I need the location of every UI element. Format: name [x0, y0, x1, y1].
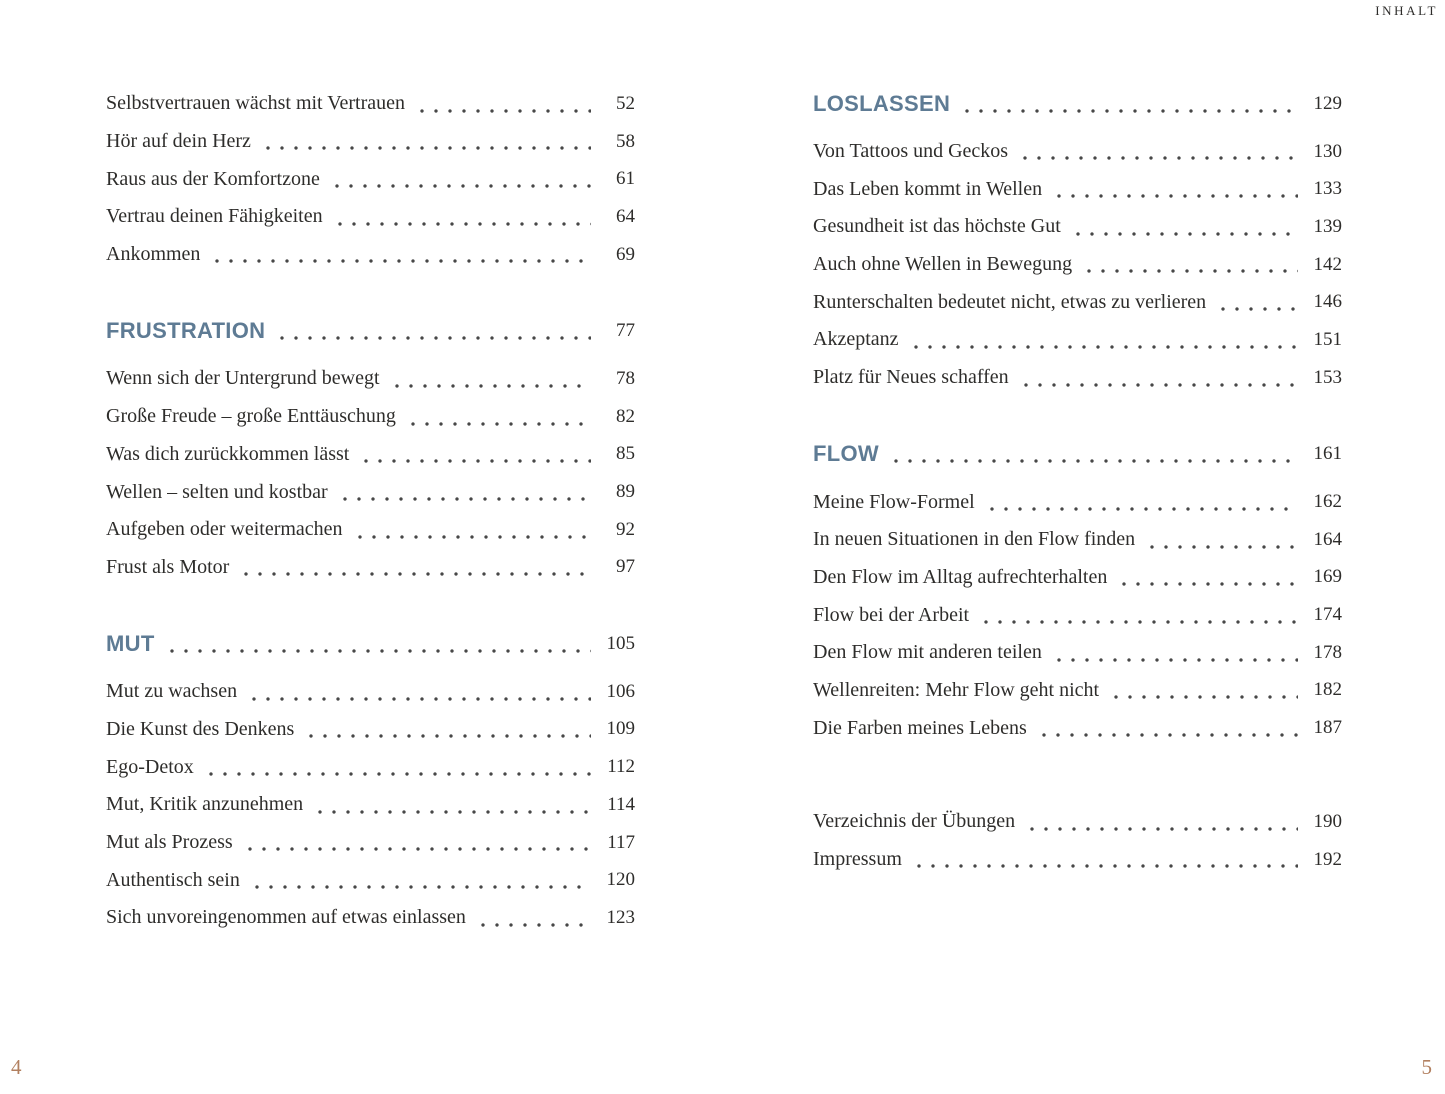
toc-entry-row [813, 246, 1342, 284]
toc-block-section [813, 85, 1342, 397]
dot-leader [261, 145, 591, 151]
toc-entry-row [813, 170, 1342, 208]
toc-entry-row [106, 511, 635, 549]
toc-entry-row [813, 841, 1342, 879]
dot-leader [1052, 193, 1298, 199]
toc-entry-row [106, 360, 635, 398]
toc-entry-title: Akzeptanz [813, 328, 899, 351]
toc-page-number: 133 [1313, 178, 1342, 200]
toc-entry-row [106, 398, 635, 436]
dot-leader [912, 863, 1298, 869]
toc-page-number: 178 [1313, 641, 1342, 663]
toc-page-number: 77 [616, 320, 635, 342]
dot-leader [406, 421, 591, 427]
dot-leader [359, 458, 591, 464]
toc-page-number: 52 [616, 92, 635, 114]
dot-leader [985, 506, 1298, 512]
toc-entry-row [813, 321, 1342, 359]
running-head: INHALT [1375, 3, 1438, 18]
toc-entry-row [813, 359, 1342, 397]
toc-entry-title: Das Leben kommt in Wellen [813, 177, 1043, 200]
toc-page-number: 129 [1313, 92, 1342, 114]
toc-entry-row [106, 899, 635, 937]
toc-page-number: 162 [1313, 491, 1342, 513]
toc-entry-title: Ankommen [106, 243, 201, 266]
dot-leader [275, 335, 591, 341]
toc-entry-title: Raus aus der Komfortzone [106, 167, 320, 190]
toc-page-number: 78 [616, 367, 635, 389]
toc-entry-row [106, 123, 635, 161]
toc-entry-title: Mut, Kritik anzunehmen [106, 793, 304, 816]
dot-leader [239, 571, 591, 577]
toc-page-number: 146 [1313, 291, 1342, 313]
toc-entry-title: Wenn sich der Untergrund bewegt [106, 367, 380, 390]
dot-leader [304, 733, 591, 739]
dot-leader [243, 846, 591, 852]
dot-leader [1071, 231, 1298, 237]
page-number-right: 5 [1421, 1055, 1432, 1079]
toc-page-number: 89 [616, 481, 635, 503]
toc-entry-title: Große Freude – große Enttäuschung [106, 405, 396, 428]
dot-leader [1037, 732, 1298, 738]
toc-page-number: 151 [1313, 328, 1342, 350]
toc-block-section [813, 436, 1342, 748]
toc-section-title: LOSLASSEN [813, 90, 951, 116]
toc-entry-row [106, 748, 635, 786]
toc-page-number: 142 [1313, 253, 1342, 275]
toc-section-title: MUT [106, 631, 155, 657]
toc-entry-row [106, 236, 635, 274]
toc-page-number: 120 [606, 869, 635, 891]
toc-page-number: 97 [616, 556, 635, 578]
toc-block-continuation [106, 85, 635, 273]
dot-leader [353, 534, 591, 540]
dot-leader [210, 258, 591, 264]
toc-page-number: 182 [1313, 679, 1342, 701]
toc-page-number: 190 [1313, 810, 1342, 832]
toc-page-number: 117 [607, 831, 635, 853]
toc-page-number: 82 [616, 405, 635, 427]
dot-leader [250, 884, 591, 890]
dot-leader [889, 458, 1298, 464]
toc-page-number: 174 [1313, 604, 1342, 626]
toc-entry-title: Flow bei der Arbeit [813, 603, 970, 626]
toc-page-number: 64 [616, 205, 635, 227]
toc-entry-row [813, 283, 1342, 321]
toc-entry-title: Aufgeben oder weitermachen [106, 518, 343, 541]
toc-entry-title: Was dich zurückkommen lässt [106, 442, 350, 465]
toc-entry-title: Mut als Prozess [106, 831, 233, 854]
toc-page-number: 106 [606, 680, 635, 702]
toc-entry-title: Wellenreiten: Mehr Flow geht nicht [813, 678, 1100, 701]
toc-page-number: 61 [616, 168, 635, 190]
toc-entry-title: Die Kunst des Denkens [106, 717, 295, 740]
toc-entry-title: Den Flow mit anderen teilen [813, 641, 1042, 664]
toc-block-section [106, 312, 635, 586]
toc-entry-row [106, 85, 635, 123]
toc-section-title: FLOW [813, 441, 879, 467]
toc-entry-row [813, 709, 1342, 747]
toc-entry-row [813, 208, 1342, 246]
toc-page-number: 161 [1313, 443, 1342, 465]
dot-leader [476, 922, 591, 928]
toc-column-right [813, 85, 1342, 937]
dot-leader [1052, 657, 1298, 663]
toc-entry-title: Runterschalten bedeutet nicht, etwas zu verlieren [813, 290, 1207, 313]
toc-page-number: 109 [606, 718, 635, 740]
toc-section-row [813, 436, 1342, 474]
toc-page-number: 123 [606, 906, 635, 928]
page-number-left: 4 [11, 1055, 22, 1079]
toc-page-number: 130 [1313, 140, 1342, 162]
toc-entry-row [813, 596, 1342, 634]
dot-leader [165, 648, 591, 654]
toc-column-left [106, 85, 635, 937]
toc-section-row [106, 625, 635, 663]
dot-leader [1145, 544, 1298, 550]
dot-leader [1025, 826, 1298, 832]
toc-entry-row [813, 803, 1342, 841]
dot-leader [1109, 694, 1298, 700]
toc-entry-title: Impressum [813, 848, 902, 871]
toc-entry-title: Auch ohne Wellen in Bewegung [813, 253, 1073, 276]
toc-entry-row [106, 473, 635, 511]
toc-entry-row [106, 436, 635, 474]
toc-page-number: 169 [1313, 566, 1342, 588]
toc-entry-row [106, 673, 635, 711]
toc-entry-title: Vertrau deinen Fähigkeiten [106, 205, 323, 228]
toc-entry-title: Sich unvoreingenommen auf etwas einlassen [106, 906, 466, 929]
toc-entry-row [813, 521, 1342, 559]
dot-leader [979, 619, 1298, 625]
toc-entry-row [106, 711, 635, 749]
toc-entry-title: Gesundheit ist das höchste Gut [813, 215, 1061, 238]
toc-entry-title: Den Flow im Alltag aufrechterhalten [813, 565, 1108, 588]
toc-block-section [106, 625, 635, 937]
dot-leader [960, 108, 1298, 114]
toc-page-number: 139 [1313, 215, 1342, 237]
toc-section-row [106, 312, 635, 350]
toc-page-number: 112 [607, 756, 635, 778]
toc-page-number: 105 [606, 633, 635, 655]
toc-entry-title: Authentisch sein [106, 868, 240, 891]
toc-entry-row [106, 861, 635, 899]
toc-entry-title: Ego-Detox [106, 755, 194, 778]
toc-page-number: 92 [616, 518, 635, 540]
toc-entry-title: Meine Flow-Formel [813, 490, 975, 513]
dot-leader [1117, 581, 1298, 587]
toc-entry-title: Verzeichnis der Übungen [813, 810, 1016, 833]
toc-page-number: 192 [1313, 848, 1342, 870]
toc-entry-row [106, 786, 635, 824]
toc-page-number: 114 [607, 793, 635, 815]
toc-entry-row [813, 672, 1342, 710]
toc-page-number: 153 [1313, 366, 1342, 388]
toc-entry-title: In neuen Situationen in den Flow finden [813, 528, 1136, 551]
toc-entry-title: Platz für Neues schaffen [813, 366, 1009, 389]
toc-block-backmatter [813, 803, 1342, 878]
toc-entry-row [813, 634, 1342, 672]
toc-entry-title: Selbstvertrauen wächst mit Vertrauen [106, 92, 405, 115]
toc-page-number: 85 [616, 443, 635, 465]
dot-leader [390, 383, 592, 389]
dot-leader [1018, 155, 1298, 161]
toc-page-number: 164 [1313, 528, 1342, 550]
toc-section-row [813, 85, 1342, 123]
toc-entry-title: Hör auf dein Herz [106, 130, 251, 153]
toc-entry-title: Mut zu wachsen [106, 680, 238, 703]
toc-entry-row [813, 133, 1342, 171]
toc-entry-title: Die Farben meines Lebens [813, 716, 1027, 739]
toc-entry-row [106, 160, 635, 198]
toc-page-number: 69 [616, 243, 635, 265]
toc-page-number: 187 [1313, 717, 1342, 739]
toc-page-number: 58 [616, 130, 635, 152]
dot-leader [333, 221, 591, 227]
dot-leader [247, 696, 591, 702]
dot-leader [909, 344, 1298, 350]
toc-entry-row [813, 483, 1342, 521]
dot-leader [1019, 382, 1298, 388]
dot-leader [204, 771, 591, 777]
toc-entry-title: Von Tattoos und Geckos [813, 140, 1009, 163]
dot-leader [313, 809, 591, 815]
toc-entry-row [106, 198, 635, 236]
toc-entry-row [106, 824, 635, 862]
toc-entry-row [106, 549, 635, 587]
dot-leader [415, 108, 591, 114]
toc-entry-title: Wellen – selten und kostbar [106, 480, 328, 503]
toc-entry-title: Frust als Motor [106, 555, 230, 578]
dot-leader [1082, 268, 1298, 274]
dot-leader [1216, 306, 1298, 312]
dot-leader [338, 496, 591, 502]
toc-section-title: FRUSTRATION [106, 318, 266, 344]
toc-entry-row [813, 559, 1342, 597]
dot-leader [330, 183, 591, 189]
